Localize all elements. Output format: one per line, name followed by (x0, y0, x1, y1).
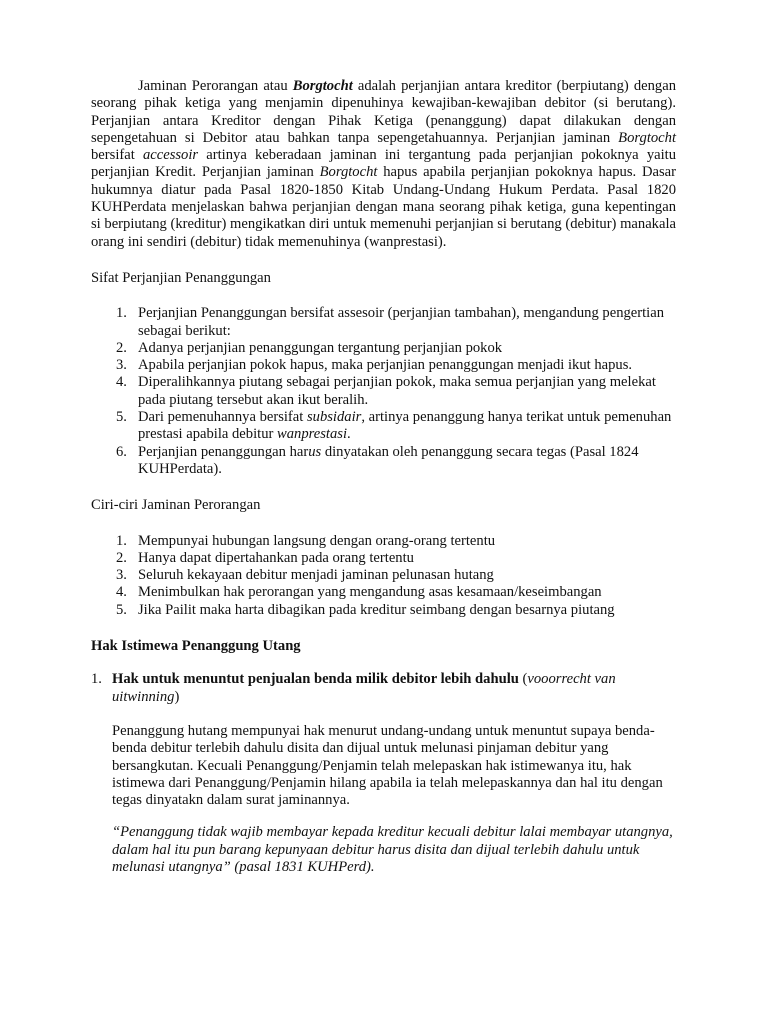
list-number: 2. (116, 339, 127, 356)
term-borgtocht: Borgtocht (292, 78, 353, 94)
list-item (91, 340, 676, 357)
list-number: 4. (116, 584, 127, 601)
list-number: 3. (116, 567, 127, 584)
list-item (91, 444, 676, 479)
list-item-text: Apabila perjanjian pokok hapus, maka perjanjian penanggungan menjadi ikut hapus. (138, 357, 633, 374)
intro-text: Jaminan Perorangan atau (138, 78, 293, 94)
list-item (91, 374, 676, 409)
list-item-text: Diperalihkannya piutang sebagai perjanjian pokok, maka semua perjanjian yang melekat pada piutang tersebut akan ikut beralih. (138, 374, 656, 408)
term-wanprestasi: wanprestasi (277, 426, 348, 443)
list-item-italic: us (308, 443, 322, 460)
list-item (91, 409, 676, 444)
list-number: 5. (116, 409, 127, 426)
intro-text: adalah perjanjian antara kreditor (berpiutang) dengan seorang pihak ketiga yang menjamin dipenuhinya kewajiban-kewajiban debitor (si berutang). Perjanjian antara Kreditor dengan Pihak Ketiga (penanggung) dapat dilakukan dengan sepengetahuan si Debitor atau bahkan tanpa sepengetahuannya. Perjanjian jaminan (91, 78, 676, 146)
list-number: 2. (116, 549, 127, 566)
list-item (91, 305, 676, 340)
term-voorrecht: vooorrecht van uitwinning (112, 671, 616, 705)
term-borgtocht: Borgtocht (618, 129, 676, 146)
ciri-list (91, 533, 676, 619)
section-title-sifat: Sifat Perjanjian Penanggungan (91, 269, 271, 286)
term-accessoir: accessoir (142, 147, 199, 164)
list-item (91, 550, 676, 567)
term-subsidair: subsidair (306, 409, 362, 426)
list-number: 4. (116, 374, 127, 391)
list-item-text: Dari pemenuhannya bersifat (138, 409, 307, 426)
list-item (91, 357, 676, 374)
list-number: 1. (91, 671, 102, 688)
list-item-text: Adanya perjanjian penanggungan tergantung perjanjian pokok (138, 339, 503, 356)
list-number: 1. (116, 532, 127, 549)
list-item-text: . (347, 426, 351, 443)
hak-item-heading: Hak untuk menuntut penjualan benda milik debitor lebih dahulu (112, 671, 519, 688)
intro-paragraph (91, 78, 676, 251)
list-item (91, 533, 676, 550)
list-item-text: Seluruh kekayaan debitur menjadi jaminan pelunasan hutang (138, 567, 494, 584)
intro-text: bersifat (91, 147, 143, 164)
intro-text: artinya keberadaan jaminan ini tergantung pada perjanjian pokoknya yaitu perjanjian Kredit. Perjanjian jaminan (91, 147, 676, 181)
list-item-text: Mempunyai hubungan langsung dengan orang-orang tertentu (138, 532, 496, 549)
legal-quote: “Penanggung tidak wajib membayar kepada kreditur kecuali debitur lalai membayar utangnya, dalam hal itu pun barang kepunyaan debitur harus disita dan dijual terlebih dahulu untuk melunasi utangnya” (pasal 1831 KUHPerd). (112, 824, 673, 875)
hak-item (91, 671, 676, 706)
list-item (91, 567, 676, 584)
paren-close: ) (174, 688, 180, 705)
list-item-text: dinyatakan oleh penanggung secara tegas (Pasal 1824 KUHPerdata). (138, 443, 639, 477)
term-borgtocht: Borgtocht (319, 164, 378, 181)
list-item-text: Perjanjian penanggungan har (138, 443, 309, 460)
list-number: 6. (116, 443, 127, 460)
list-item (91, 602, 676, 619)
paren-open: ( (518, 671, 528, 688)
list-item (91, 584, 676, 601)
sifat-list (91, 305, 676, 478)
list-number: 1. (116, 305, 127, 322)
section-title-hak: Hak Istimewa Penanggung Utang (91, 638, 301, 655)
hak-body-paragraph: Penanggung hutang mempunyai hak menurut undang-undang untuk menuntut supaya benda-benda debitur terlebih dahulu disita dan dijual untuk melunasi pinjaman debitur yang bersangkutan. Kecuali Penanggung/Penjamin telah melepaskan hak istimewanya itu, hak istimewa dari Penanggung/Penjamin hilang apabila ia telah melepaskannya dan hal itu dengan tegas dinyatakn dalam surat jaminannya. (112, 722, 663, 809)
list-item-text: Jika Pailit maka harta dibagikan pada kreditur seimbang dengan besarnya piutang (138, 601, 615, 618)
list-item-text: Perjanjian Penanggungan bersifat assesoir (perjanjian tambahan), mengandung pengertian sebagai berikut: (138, 305, 665, 339)
list-number: 3. (116, 357, 127, 374)
document-content (91, 78, 676, 876)
section-title-ciri: Ciri-ciri Jaminan Perorangan (91, 497, 261, 514)
list-item-text: Hanya dapat dipertahankan pada orang tertentu (138, 549, 414, 566)
intro-text: hapus apabila perjanjian pokoknya hapus. Dasar hukumnya diatur pada Pasal 1820-1850 Kitab Undang-Undang Hukum Perdata. Pasal 1820 KUHPerdata menjelaskan bahwa perjanjian dengan mana seorang pihak ketiga, guna kepentingan si berpiutang (kreditur) mengikatkan diri untuk memenuhi perjanjian si berutang (debitur) manakala orang ini sendiri (debitur) tidak memenuhinya (wanprestasi). (91, 164, 676, 250)
list-item-text: , artinya penanggung hanya terikat untuk pemenuhan prestasi apabila debitur (138, 409, 672, 443)
list-number: 5. (116, 601, 127, 618)
list-item-text: Menimbulkan hak perorangan yang mengandung asas kesamaan/keseimbangan (138, 584, 602, 601)
